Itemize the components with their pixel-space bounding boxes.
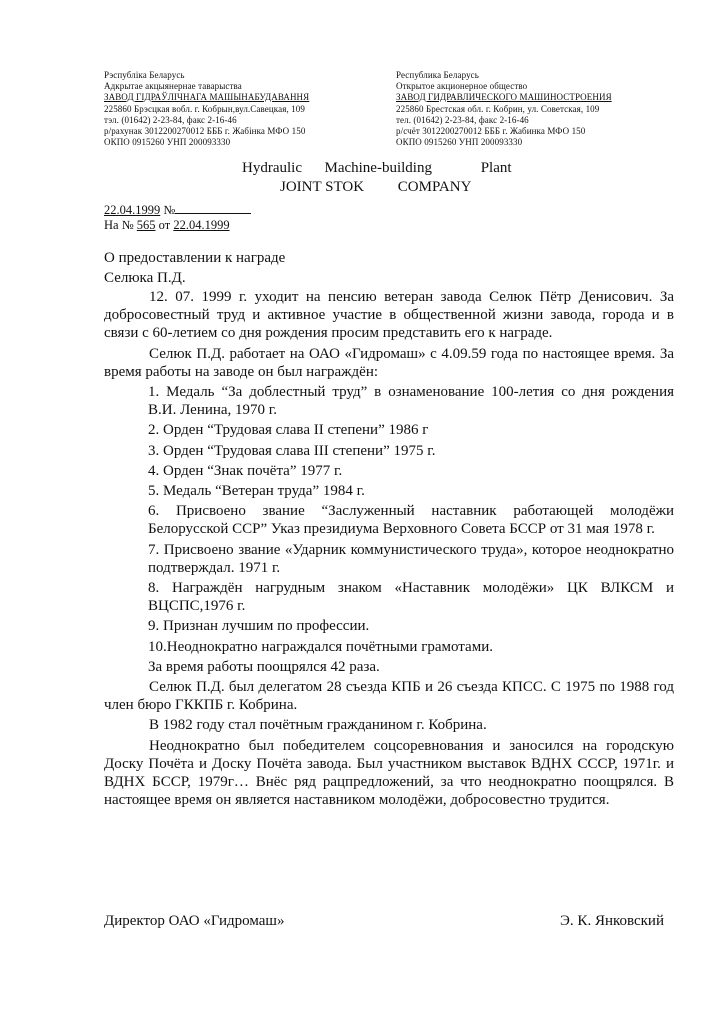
registration-line <box>104 202 251 218</box>
lh-phone-by: тэл. (01642) 2-23-84, факс 2-16-46 <box>104 114 237 125</box>
lh-company-type-by: Адкрытае акцыянернае таварыства <box>104 81 242 92</box>
subject-block <box>104 248 285 288</box>
lh-org-name-by: ЗАВОД ГІДРАЎЛІЧНАГА МАШЫНАБУДАВАННЯ <box>104 92 310 103</box>
award-item: За время работы поощрялся 42 раза. <box>148 658 380 675</box>
english-name-line1 <box>242 160 512 177</box>
award-item: 2. Орден “Трудовая слава II степени” 1986 г <box>148 422 429 439</box>
paragraph-delegate: Селюк П.Д. был делегатом 28 съезда КПБ и 26 съезда КПСС. С 1975 по 1988 год член бюро ГККПБ г. Кобрина. <box>104 679 674 714</box>
number-blank <box>175 202 251 214</box>
english-word: Machine-building <box>324 160 432 176</box>
lh-account-by: р/рахунак 3012200270012 БББ г. Жабінка МФО 150 <box>104 126 306 137</box>
lh-address-by: 225860 Брэсцкая вобл. г. Кобрын,вул.Савецкая, 109 <box>104 103 305 114</box>
signatory-position: Директор ОАО «Гидромаш» <box>104 913 285 929</box>
ref-date: 22.04.1999 <box>173 218 230 232</box>
lh-address-ru: 225860 Брестская обл. г. Кобрин, ул. Советская, 109 <box>396 103 600 114</box>
lh-codes-ru: ОКПО 0915260 УНП 200093330 <box>396 137 523 148</box>
english-name-line2 <box>280 179 471 196</box>
lh-company-type-ru: Открытое акционерное общество <box>396 81 528 92</box>
english-word: JOINT STOK <box>280 179 365 195</box>
ref-from: от <box>158 218 171 232</box>
letterhead-russian <box>396 70 686 148</box>
letterhead-belarusian <box>104 70 394 148</box>
paragraph-retirement: 12. 07. 1999 г. уходит на пенсию ветеран завода Селюк Пётр Денисович. За добросовестный труд и активное участие в общественной жизни завода, города и в связи с 60-летием со дня рождения просим представить его к награде. <box>104 289 674 342</box>
lh-org-name-ru: ЗАВОД ГИДРАВЛИЧЕСКОГО МАШИНОСТРОЕНИЯ <box>396 92 612 103</box>
signature-block <box>104 913 664 930</box>
english-word: COMPANY <box>397 179 472 195</box>
lh-country-by: Рэспубліка Беларусь <box>104 70 185 80</box>
award-item: 10.Неоднократно награждался почётными грамотами. <box>148 638 493 655</box>
paragraph-achievements: Неоднократно был победителем соцсоревнования и заносился на городскую Доску Почёта и Доску Почёта завода. Был участником выставок ВДНХ СССР, 1971г. и ВДНХ БССР, 1979г… Внёс ряд рацпредложений, за что неоднократно поощрялся. В настоящее время он является наставником молодёжи, добросовестно трудится. <box>104 737 674 809</box>
award-item: 9. Признан лучшим по профессии. <box>148 618 370 635</box>
english-word: Plant <box>480 160 512 176</box>
award-item: 1. Медаль “За доблестный труд” в ознаменование 100-летия со дня рождения В.И. Ленина, 1970 г. <box>148 384 674 419</box>
lh-codes-by: ОКПО 0915260 УНП 200093330 <box>104 137 231 148</box>
subject-line-1: О предоставлении к награде <box>104 250 286 266</box>
letter-body <box>104 288 674 809</box>
ref-prefix: На № <box>104 218 134 232</box>
award-item: 5. Медаль “Ветеран труда” 1984 г. <box>148 483 365 500</box>
paragraph-employment: Селюк П.Д. работает на ОАО «Гидромаш» с 4.09.59 года по настоящее время. За время работы на заводе он был награждён: <box>104 345 674 380</box>
signatory-name: Э. К. Янковский <box>560 913 664 929</box>
award-item: 8. Награждён нагрудным знаком «Наставник молодёжи» ЦК ВЛКСМ и ВЦСПС,1976 г. <box>148 580 674 615</box>
award-item: 6. Присвоено звание “Заслуженный наставник работающей молодёжи Белорусской ССР” Указ президиума Верховного Совета БССР от 31 мая 1978 г. <box>148 503 674 538</box>
lh-account-ru: р/счёт 3012200270012 БББ г. Жабинка МФО 150 <box>396 126 586 137</box>
award-item: 3. Орден “Трудовая слава III степени” 1975 г. <box>148 442 436 459</box>
award-item: 4. Орден “Знак почёта” 1977 г. <box>148 462 343 479</box>
outgoing-date: 22.04.1999 <box>104 203 161 217</box>
english-word: Hydraulic <box>242 160 302 176</box>
lh-country-ru: Республика Беларусь <box>396 70 479 80</box>
lh-phone-ru: тел. (01642) 2-23-84, факс 2-16-46 <box>396 114 529 125</box>
reference-line <box>104 218 230 233</box>
subject-line-2: Селюка П.Д. <box>104 270 186 286</box>
number-label: № <box>163 203 176 217</box>
award-item: 7. Присвоено звание «Ударник коммунистического труда», которое неоднократно подтверждал. 1971 г. <box>148 541 674 576</box>
paragraph-citizen: В 1982 году стал почётным гражданином г. Кобрина. <box>149 717 487 734</box>
ref-number: 565 <box>136 218 156 232</box>
